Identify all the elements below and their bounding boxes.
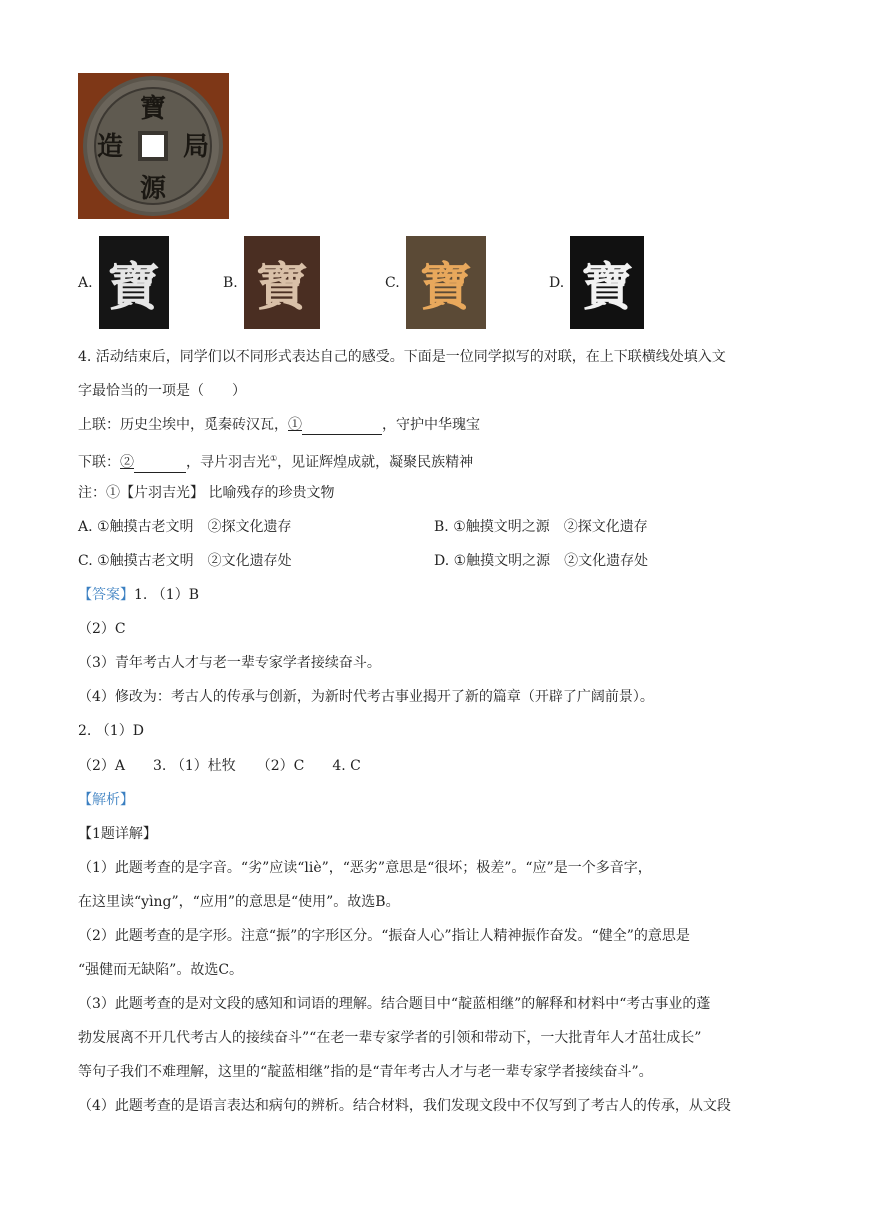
rubbing-image-b: 寶: [244, 236, 320, 329]
q4-lower-couplet: [78, 449, 473, 473]
answer-tag: 【答案】: [78, 587, 134, 603]
upper-mark: ①: [288, 417, 302, 433]
option-image-a: [78, 236, 169, 329]
choice-d: D. ①触摸文明之源 ②文化遗存处: [434, 553, 649, 569]
option-image-c: [385, 236, 486, 329]
analysis-tag: 【解析】: [78, 792, 134, 808]
choice-a: A. ①触摸古老文明 ②探文化遗存: [78, 519, 292, 535]
analysis-p2-line1: （2）此题考查的是字形。注意“振”的字形区分。“振奋人心”指让人精神振作奋发。“健全”的意思是: [78, 928, 690, 944]
choice-c: C. ①触摸古老文明 ②文化遗存处: [78, 553, 292, 569]
coin-char-bottom: 源: [139, 174, 167, 204]
lower-blank: [134, 456, 186, 473]
analysis-heading-1: 【1题详解】: [78, 826, 157, 842]
lower-suffix-b: ，见证辉煌成就，凝聚民族精神: [277, 454, 474, 471]
analysis-p3-line2: 勃发展离不开几代考古人的接续奋斗”“在老一辈专家学者的引领和带动下，一大批青年人才茁壮成长”: [78, 1030, 702, 1046]
lower-suffix-a: ，寻片羽吉光: [186, 454, 270, 471]
rubbing-image-d: 寶: [570, 236, 644, 329]
q4-stem-line1: 4. 活动结束后，同学们以不同形式表达自己的感受。下面是一位同学拟写的对联，在上下联横线处填入文: [78, 349, 726, 365]
lower-footnote-mark: ①: [270, 454, 278, 463]
analysis-p1-line2: 在这里读“yìng”，“应用”的意思是“使用”。故选B。: [78, 894, 400, 910]
q4-upper-couplet: [78, 415, 480, 435]
answer-line5: 2. （1）D: [78, 723, 144, 739]
option-letter-d: D.: [549, 274, 565, 291]
upper-blank: [302, 418, 382, 435]
analysis-p2-line2: “强健而无缺陷”。故选C。: [78, 962, 244, 978]
option-letter-b: B.: [223, 274, 238, 291]
option-image-d: [549, 236, 644, 329]
coin-char-top: 寶: [139, 94, 167, 124]
answer-line6: （2）A 3. （1）杜牧 （2）C 4. C: [78, 758, 361, 774]
lower-prefix: 下联：: [78, 454, 120, 471]
answer-text-1: 1. （1）B: [134, 587, 200, 603]
coin-drawing: [78, 73, 229, 219]
rubbing-image-c: 寶: [406, 236, 486, 329]
upper-prefix: 上联：历史尘埃中，觅秦砖汉瓦，: [78, 417, 288, 433]
option-letter-c: C.: [385, 274, 400, 291]
analysis-p4-line1: （4）此题考查的是语言表达和病句的辨析。结合材料，我们发现文段中不仅写到了考古人的传承，从文段: [78, 1098, 731, 1114]
q4-stem-line2: 字最恰当的一项是（ ）: [78, 383, 246, 399]
coin-char-right: 局: [182, 132, 210, 162]
lower-mark: ②: [120, 454, 134, 471]
rubbing-image-a: 寶: [99, 236, 169, 329]
answer-line4: （4）修改为：考古人的传承与创新，为新时代考古事业揭开了新的篇章（开辟了广阔前景）。: [78, 689, 654, 705]
coin-image: [78, 73, 229, 219]
analysis-p3-line1: （3）此题考查的是对文段的感知和词语的理解。结合题目中“靛蓝相继”的解释和材料中“考古事业的蓬: [78, 996, 711, 1012]
option-letter-a: A.: [78, 274, 93, 291]
answer-line2: （2）C: [78, 621, 126, 637]
answer-line3: （3）青年考古人才与老一辈专家学者接续奋斗。: [78, 655, 381, 671]
option-image-b: [223, 236, 320, 329]
q4-note: 注：①【片羽吉光】 比喻残存的珍贵文物: [78, 485, 335, 501]
choice-b: B. ①触摸文明之源 ②探文化遗存: [434, 519, 648, 535]
upper-suffix: ，守护中华瑰宝: [382, 417, 480, 433]
analysis-p1-line1: （1）此题考查的是字音。“劣”应读“liè”，“恶劣”意思是“很坏；极差”。“应”是一个多音字，: [78, 860, 652, 876]
analysis-p3-line3: 等句子我们不难理解，这里的“靛蓝相继”指的是“青年考古人才与老一辈专家学者接续奋斗”。: [78, 1064, 653, 1080]
answer-line1: [78, 585, 199, 605]
coin-char-left: 造: [96, 132, 124, 162]
